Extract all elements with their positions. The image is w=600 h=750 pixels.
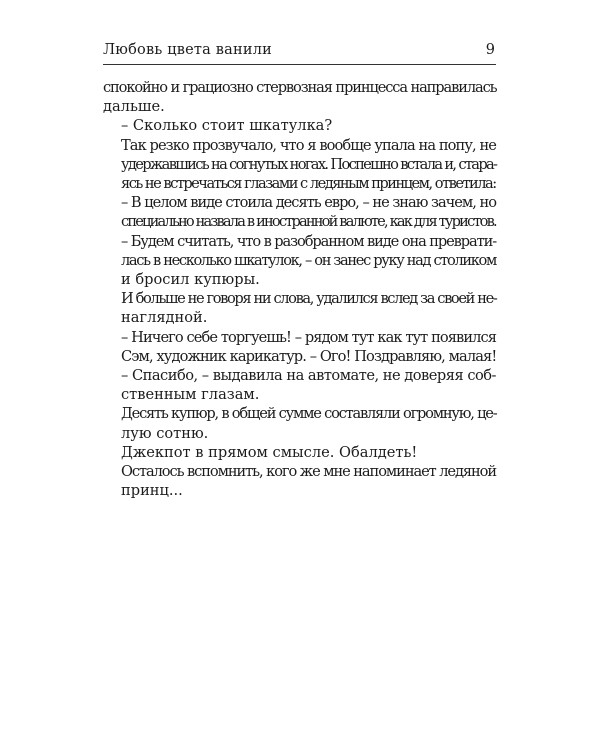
text-line: и бросил купюры. xyxy=(121,271,260,289)
text-line: дальше. xyxy=(103,98,165,116)
text-line: удержавшись на согнутых ногах. Поспешно встала и, стара- xyxy=(121,155,497,173)
text-line: Джекпот в прямом смысле. Обалдеть! xyxy=(121,443,418,461)
paragraph xyxy=(103,193,496,231)
text-line: ственным глазам. xyxy=(121,386,260,404)
text-line: Десять купюр, в общей сумме составляли огромную, це- xyxy=(121,405,497,423)
text-line: Сэм, художник карикатур. – Ого! Поздравляю, малая! xyxy=(121,347,497,365)
paragraph xyxy=(103,328,496,366)
paragraph xyxy=(103,78,496,116)
text-line: специально назвала в иностранной валюте, как для туристов. xyxy=(121,213,496,231)
book-title: Любовь цвета ванили xyxy=(103,42,273,58)
text-line: – В целом виде стоила десять евро, – не знаю зачем, но xyxy=(121,194,496,212)
page-number: 9 xyxy=(485,42,495,58)
body-text xyxy=(103,78,496,500)
paragraph xyxy=(103,136,496,194)
text-line: Осталось вспомнить, кого же мне напоминает ледяной xyxy=(121,463,496,481)
paragraph xyxy=(103,366,496,404)
text-line: лась в несколько шкатулок, – он занес руку над столиком xyxy=(121,251,496,269)
text-line: ясь не встречаться глазами с ледяным принцем, ответила: xyxy=(121,175,496,193)
text-line: – Будем считать, что в разобранном виде она преврати- xyxy=(121,232,497,250)
paragraph xyxy=(103,462,496,500)
text-line: Так резко прозвучало, что я вообще упала на попу, не xyxy=(121,136,496,154)
text-line: наглядной. xyxy=(121,309,208,327)
text-line: – Сколько стоит шкатулка? xyxy=(121,117,333,135)
text-line: спокойно и грациозно стервозная принцесса направилась xyxy=(103,79,497,96)
paragraph xyxy=(103,404,496,442)
running-header xyxy=(103,38,496,65)
text-line: И больше не говоря ни слова, удалился вслед за своей не- xyxy=(121,290,497,308)
text-line: – Ничего себе торгуешь! – рядом тут как тут появился xyxy=(121,328,496,346)
paragraph xyxy=(103,289,496,327)
text-line: лую сотню. xyxy=(121,424,209,442)
paragraph xyxy=(103,232,496,290)
text-line: принц... xyxy=(121,482,183,500)
text-line: – Спасибо, – выдавила на автомате, не доверяя соб- xyxy=(121,367,496,385)
paragraph xyxy=(103,443,496,462)
paragraph xyxy=(103,116,496,135)
